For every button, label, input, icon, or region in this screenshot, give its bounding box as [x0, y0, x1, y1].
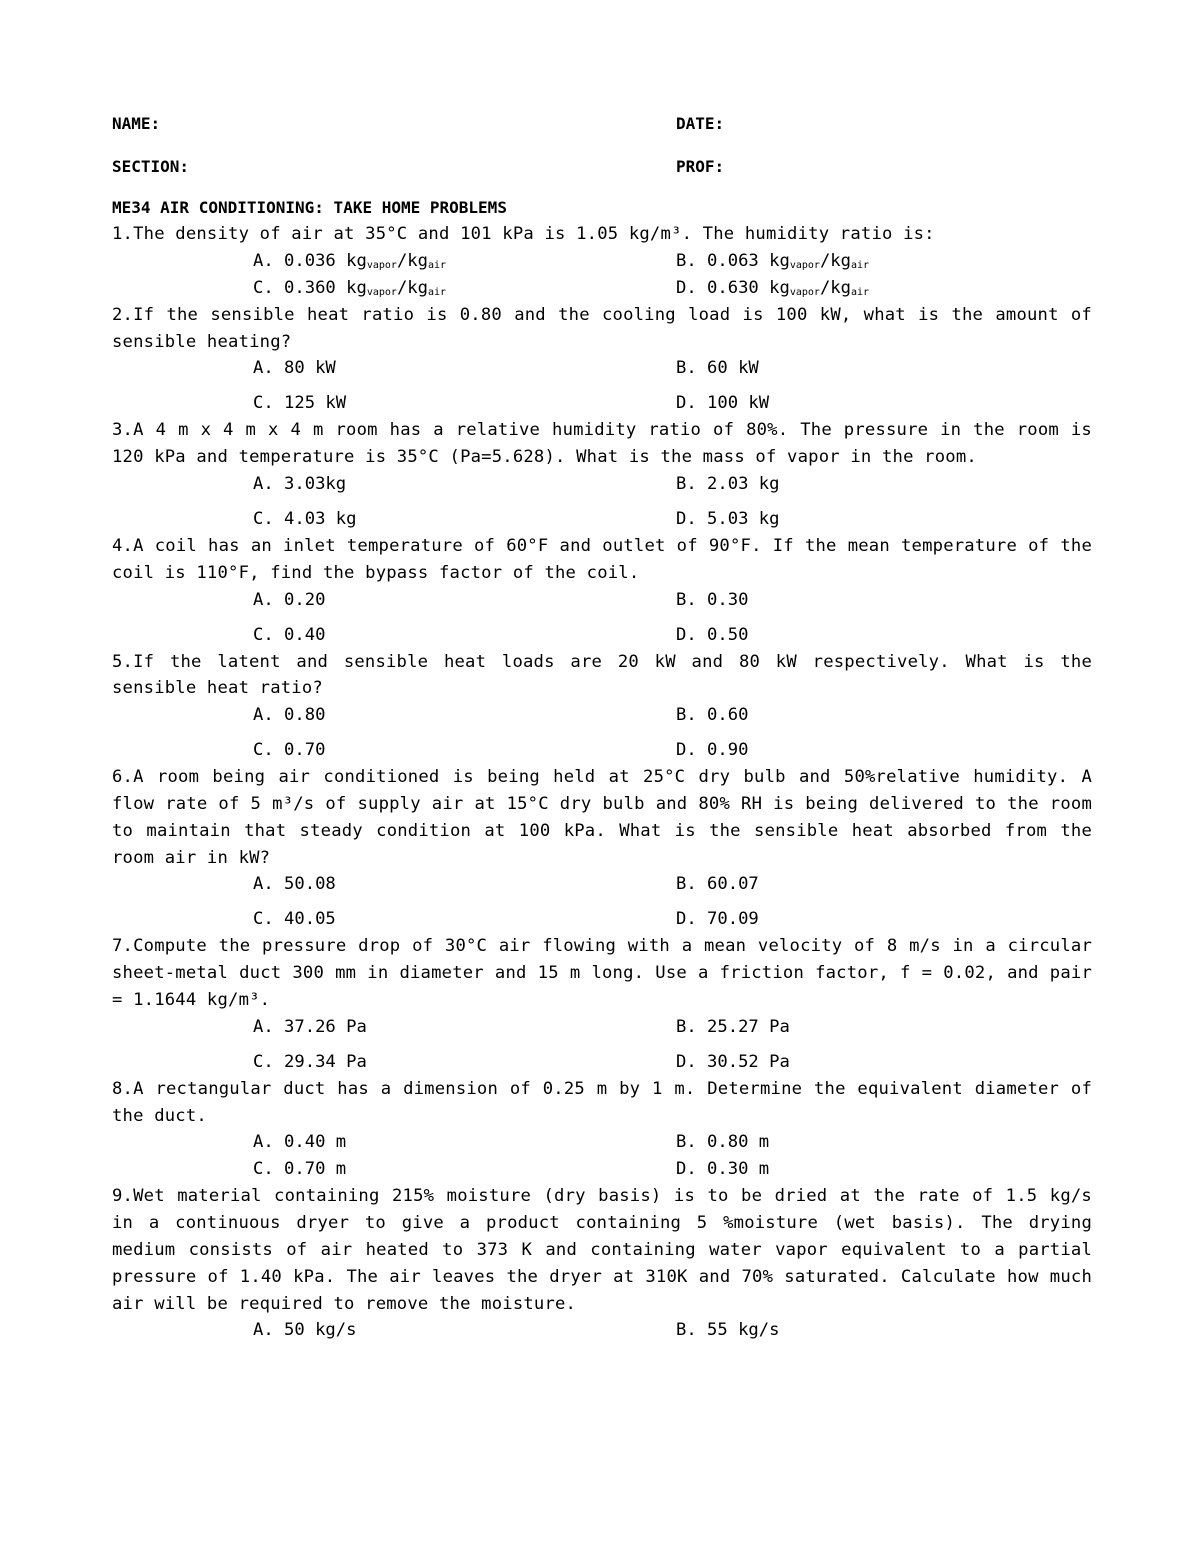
choice-3b: B. 2.03 kg	[676, 473, 780, 494]
choice-2a: A. 80 kW	[253, 358, 336, 379]
choice-6c: C. 40.05	[253, 909, 336, 930]
choices-5	[112, 702, 1092, 764]
choice-9b: B. 55 kg/s	[676, 1320, 780, 1341]
header-row-1	[112, 108, 1092, 151]
choices-3	[112, 471, 1092, 533]
worksheet-page	[112, 108, 1092, 1344]
question-6: 6.A room being air conditioned is being held at 25°C dry bulb and 50%relative humidity. A flow rate of 5 m³/s of supply air at 15°C dry bulb and 80% RH is being delivered to the room to maintain that steady condition at 100 kPa. What is the sensible heat absorbed from the room air in kW?	[112, 767, 1092, 868]
choices-2	[112, 355, 1092, 417]
question-5: 5.If the latent and sensible heat loads are 20 kW and 80 kW respectively. What is the sensible heat ratio?	[112, 651, 1092, 699]
choice-7c: C. 29.34 Pa	[253, 1051, 367, 1072]
choices-9	[112, 1317, 1092, 1344]
question-2: 2.If the sensible heat ratio is 0.80 and the cooling load is 100 kW, what is the amount of sensible heating?	[112, 304, 1092, 352]
choice-4d: D. 0.50	[676, 624, 749, 645]
choice-7d: D. 30.52 Pa	[676, 1051, 790, 1072]
choice-8c: C. 0.70 m	[253, 1159, 347, 1180]
choice-3c: C. 4.03 kg	[253, 508, 357, 529]
section-label: SECTION:	[112, 157, 190, 176]
choice-6d: D. 70.09	[676, 909, 759, 930]
choice-5b: B. 0.60	[676, 705, 749, 726]
header-row-2	[112, 151, 1092, 194]
choice-8d: D. 0.30 m	[676, 1159, 770, 1180]
question-4: 4.A coil has an inlet temperature of 60°F and outlet of 90°F. If the mean temperature of the coil is 110°F, find the bypass factor of the coil.	[112, 535, 1092, 583]
question-8: 8.A rectangular duct has a dimension of 0.25 m by 1 m. Determine the equivalent diameter of the duct.	[112, 1078, 1092, 1126]
choice-6a: A. 50.08	[253, 874, 336, 895]
choice-3a: A. 3.03kg	[253, 473, 347, 494]
choice-5d: D. 0.90	[676, 740, 749, 761]
name-label: NAME:	[112, 114, 161, 133]
choice-1a: A. 0.036 $kg_{vapor}/kg_{air}$	[253, 250, 447, 271]
choice-4c: C. 0.40	[253, 624, 326, 645]
question-1: 1.The density of air at 35°C and 101 kPa is 1.05 kg/m³. The humidity ratio is:	[112, 224, 935, 244]
choice-8a: A. 0.40 m	[253, 1132, 347, 1153]
choice-2d: D. 100 kW	[676, 393, 770, 414]
choice-4b: B. 0.30	[676, 589, 749, 610]
question-3: 3.A 4 m x 4 m x 4 m room has a relative humidity ratio of 80%. The pressure in the room is 120 kPa and temperature is 35°C (Pa=5.628). What is the mass of vapor in the room.	[112, 420, 1092, 468]
choice-2c: C. 125 kW	[253, 393, 347, 414]
choice-2b: B. 60 kW	[676, 358, 759, 379]
choice-4a: A. 0.20	[253, 589, 326, 610]
choice-7b: B. 25.27 Pa	[676, 1016, 790, 1037]
choices-8	[112, 1129, 1092, 1183]
choices-4	[112, 587, 1092, 649]
choice-1b: B. 0.063 $kg_{vapor}/kg_{air}$	[676, 250, 870, 271]
question-9: 9.Wet material containing 215% moisture (dry basis) is to be dried at the rate of 1.5 kg/s in a continuous dryer to give a product containing 5 %moisture (wet basis). The drying medium consists of air heated to 373 K and containing water vapor equivalent to a partial pressure of 1.40 kPa. The air leaves the dryer at 310K and 70% saturated. Calculate how much air will be required to remove the moisture.	[112, 1186, 1092, 1314]
question-7: 7.Compute the pressure drop of 30°C air flowing with a mean velocity of 8 m/s in a circular sheet-metal duct 300 mm in diameter and 15 m long. Use a friction factor, f = 0.02, and pair = 1.1644 kg/m³.	[112, 936, 1092, 1010]
choice-5a: A. 0.80	[253, 705, 326, 726]
choice-9a: A. 50 kg/s	[253, 1320, 357, 1341]
choices-6	[112, 871, 1092, 933]
worksheet-title: ME34 AIR CONDITIONING: TAKE HOME PROBLEMS	[112, 198, 507, 217]
date-label: DATE:	[676, 114, 725, 133]
choice-1d: D. 0.630 $kg_{vapor}/kg_{air}$	[676, 277, 870, 298]
prof-label: PROF:	[676, 157, 725, 176]
choice-6b: B. 60.07	[676, 874, 759, 895]
choice-3d: D. 5.03 kg	[676, 508, 780, 529]
choices-7	[112, 1014, 1092, 1076]
choice-1c: C. 0.360 $kg_{vapor}/kg_{air}$	[253, 277, 447, 298]
choice-5c: C. 0.70	[253, 740, 326, 761]
choice-7a: A. 37.26 Pa	[253, 1016, 367, 1037]
choices-1	[112, 248, 1092, 302]
choice-8b: B. 0.80 m	[676, 1132, 770, 1153]
